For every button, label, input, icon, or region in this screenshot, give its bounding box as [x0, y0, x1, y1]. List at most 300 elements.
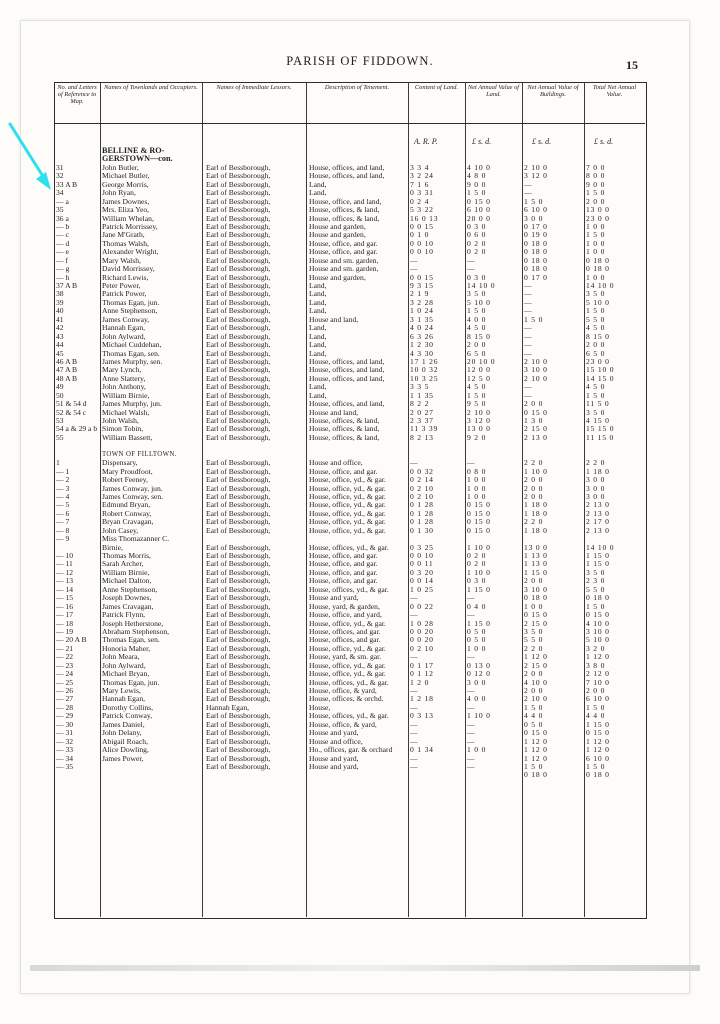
land-value-cell: 20 0 0: [467, 214, 491, 223]
ref-cell: — 15: [56, 594, 74, 603]
area-cell: —: [410, 737, 419, 746]
ref-cell: — 11: [56, 560, 73, 569]
ref-cell: — c: [56, 231, 69, 240]
land-value-cell: —: [467, 754, 476, 763]
occupier-cell: Abigail Roach,: [102, 737, 148, 746]
buildings-value-cell: 2 2 0: [524, 518, 544, 527]
units-area: A. R. P.: [414, 137, 438, 146]
occupier-cell: Michael Walsh,: [102, 408, 150, 417]
area-cell: 0 2 10: [410, 492, 434, 501]
total-value-cell: 15 15 0: [586, 425, 615, 434]
land-value-cell: —: [467, 459, 476, 468]
total-value-cell: 14 10 0: [586, 282, 615, 290]
occupier-cell: William Birnie,: [102, 391, 150, 400]
lessor-cell: Earl of Bessborough,: [206, 163, 271, 172]
land-value-cell: 1 5 0: [467, 307, 487, 316]
area-cell: 17 1 26: [410, 357, 439, 366]
ref-cell: 50: [56, 391, 64, 400]
area-cell: 2 1 9: [410, 290, 430, 299]
area-cell: 11 3 39: [410, 425, 439, 434]
buildings-value-cell: 0 19 0: [524, 231, 548, 240]
total-value-cell: 23 0 0: [586, 357, 610, 366]
buildings-value-cell: —: [524, 349, 533, 358]
occupier-cell: Edmund Bryan,: [102, 501, 151, 510]
buildings-value-cell: —: [524, 290, 533, 299]
lessor-cell: Earl of Bessborough,: [206, 433, 271, 442]
area-cell: 0 2 14: [410, 476, 434, 485]
buildings-value-cell: 0 18 0: [524, 771, 548, 780]
land-value-cell: 0 3 0: [467, 577, 487, 586]
buildings-value-cell: —: [524, 180, 533, 189]
area-cell: 0 3 31: [410, 189, 434, 198]
ref-cell: — g: [56, 265, 70, 274]
total-value-cell: 2 2 0: [586, 459, 606, 468]
occupier-cell: Anne Slattery,: [102, 374, 146, 383]
tenement-cell: House, office, and gar.: [309, 467, 378, 476]
occupier-cell: TOWN OF FILLTOWN.: [102, 450, 177, 458]
total-value-cell: 11 5 0: [586, 400, 610, 409]
occupier-cell: Joseph Downes,: [102, 594, 152, 603]
land-value-cell: 3 12 0: [467, 417, 491, 425]
buildings-value-cell: 1 18 0: [524, 509, 548, 518]
ref-cell: — 5: [56, 501, 70, 510]
scan-edge: [30, 965, 700, 971]
total-value-cell: 2 12 0: [586, 670, 610, 679]
ref-cell: — 3: [56, 484, 70, 493]
ref-cell: 44: [56, 341, 64, 350]
lessor-cell: Earl of Bessborough,: [206, 307, 271, 316]
tenement-cell: House and yard,: [309, 754, 359, 763]
area-cell: 0 0 22: [410, 602, 434, 611]
lessor-cell: Earl of Bessborough,: [206, 568, 271, 577]
area-cell: 1 0 25: [410, 585, 434, 594]
total-value-cell: 3 5 0: [586, 408, 606, 417]
buildings-value-cell: 1 13 0: [524, 552, 548, 560]
area-cell: 0 0 10: [410, 552, 434, 560]
buildings-value-cell: 1 12 0: [524, 754, 548, 763]
ref-cell: — b: [56, 222, 70, 231]
ref-cell: — 25: [56, 678, 74, 687]
ref-cell: — 33: [56, 746, 74, 755]
occupier-cell: John Anthony,: [102, 383, 146, 392]
total-value-cell: 2 13 0: [586, 501, 610, 510]
ref-cell: 39: [56, 298, 64, 307]
total-value-cell: 1 0 0: [586, 239, 606, 248]
lessor-cell: Earl of Bessborough,: [206, 712, 271, 721]
buildings-value-cell: 3 12 0: [524, 172, 548, 181]
land-value-cell: 4 0 0: [467, 695, 487, 704]
total-value-cell: 3 8 0: [586, 661, 606, 670]
lessor-cell: Earl of Bessborough,: [206, 501, 271, 510]
total-value-cell: 2 17 0: [586, 518, 610, 527]
occupier-cell: Abraham Stephenson,: [102, 627, 170, 636]
occupier-cell: Mary Lynch,: [102, 366, 142, 375]
total-value-cell: 13 0 0: [586, 206, 610, 215]
total-value-cell: 1 18 0: [586, 467, 610, 476]
ref-cell: — d: [56, 239, 70, 248]
occupier-cell: Patrick Power,: [102, 290, 147, 299]
land-value-cell: 4 0 0: [467, 315, 487, 324]
lessor-cell: Earl of Bessborough,: [206, 737, 271, 746]
area-cell: —: [410, 611, 419, 620]
total-value-cell: 2 0 0: [586, 341, 606, 350]
tenement-cell: House, office, and gar.: [309, 552, 378, 560]
lessor-cell: Earl of Bessborough,: [206, 298, 271, 307]
tenement-cell: Land,: [309, 383, 327, 392]
buildings-value-cell: 2 0 0: [524, 400, 544, 409]
tenement-cell: House, offices, yd., & gar.: [309, 585, 389, 594]
area-cell: 0 1 17: [410, 661, 434, 670]
land-value-cell: 0 3 0: [467, 222, 487, 231]
total-value-cell: 7 10 0: [586, 678, 610, 687]
occupier-cell: Thomas Egan, sen.: [102, 636, 160, 645]
buildings-value-cell: 4 10 0: [524, 678, 548, 687]
total-value-cell: 1 0 0: [586, 248, 606, 257]
total-value-cell: 1 5 0: [586, 391, 606, 400]
lessor-cell: Earl of Bessborough,: [206, 180, 271, 189]
land-value-cell: 0 15 0: [467, 526, 491, 535]
tenement-cell: Land,: [309, 298, 327, 307]
ref-cell: — 2: [56, 476, 70, 485]
land-value-cell: 0 15 0: [467, 501, 491, 510]
ref-cell: 31: [56, 163, 64, 172]
lessor-cell: Earl of Bessborough,: [206, 720, 271, 729]
area-cell: —: [410, 720, 419, 729]
ref-cell: 40: [56, 307, 64, 316]
total-value-cell: 0 18 0: [586, 265, 610, 274]
lessor-cell: Earl of Bessborough,: [206, 509, 271, 518]
occupier-cell: Anne Stephenson,: [102, 307, 158, 316]
buildings-value-cell: 0 18 0: [524, 256, 548, 265]
tenement-cell: House and office,: [309, 737, 363, 746]
area-cell: —: [410, 754, 419, 763]
occupier-cell: Simon Tobin,: [102, 425, 144, 434]
land-value-cell: 1 10 0: [467, 568, 491, 577]
header-land-value: Net Annual Value of Land.: [467, 84, 520, 98]
lessor-cell: Earl of Bessborough,: [206, 374, 271, 383]
occupier-cell: Jane M'Grath,: [102, 231, 145, 240]
lessor-cell: Earl of Bessborough,: [206, 349, 271, 358]
ref-cell: 43: [56, 332, 64, 341]
buildings-value-cell: 1 18 0: [524, 526, 548, 535]
ref-cell: — 28: [56, 703, 74, 712]
lessor-cell: Earl of Bessborough,: [206, 476, 271, 485]
tenement-cell: House and land,: [309, 408, 359, 417]
occupier-cell: GERSTOWN—con.: [102, 155, 173, 164]
lessor-cell: Earl of Bessborough,: [206, 526, 271, 535]
area-cell: 0 0 15: [410, 222, 434, 231]
total-value-cell: 4 15 0: [586, 417, 610, 425]
buildings-value-cell: 3 0 0: [524, 214, 544, 223]
ref-cell: — 16: [56, 602, 74, 611]
ref-cell: 42: [56, 324, 64, 333]
tenement-cell: House and yard,: [309, 762, 359, 771]
total-value-cell: 5 5 0: [586, 585, 606, 594]
area-cell: 3 2 24: [410, 172, 434, 181]
land-value-cell: 14 10 0: [467, 282, 496, 290]
units-buildings: £ s. d.: [532, 137, 552, 146]
land-value-cell: 0 2 0: [467, 248, 487, 257]
area-cell: 0 0 14: [410, 577, 434, 586]
ref-cell: — 35: [56, 762, 74, 771]
land-value-cell: 5 10 0: [467, 298, 491, 307]
total-value-cell: 2 0 0: [586, 197, 606, 206]
ref-cell: 32: [56, 172, 64, 181]
tenement-cell: House and garden,: [309, 273, 366, 282]
ref-cell: — 30: [56, 720, 74, 729]
buildings-value-cell: 1 5 0: [524, 197, 544, 206]
land-value-cell: 20 10 0: [467, 357, 496, 366]
tenement-cell: House, offices, and gar.: [309, 627, 381, 636]
land-value-cell: 0 2 0: [467, 552, 487, 560]
area-cell: 10 3 25: [410, 374, 439, 383]
lessor-cell: Earl of Bessborough,: [206, 661, 271, 670]
lessor-cell: Earl of Bessborough,: [206, 357, 271, 366]
occupier-cell: John Aylward,: [102, 332, 146, 341]
land-value-cell: —: [467, 720, 476, 729]
total-value-cell: 9 0 0: [586, 180, 606, 189]
ref-cell: 54 a & 29 a b: [56, 425, 98, 434]
buildings-value-cell: 0 18 0: [524, 239, 548, 248]
occupier-cell: Sarah Archer,: [102, 560, 144, 569]
total-value-cell: 1 5 0: [586, 307, 606, 316]
area-cell: 0 2 10: [410, 644, 434, 653]
ref-cell: — 17: [56, 611, 74, 620]
total-value-cell: 1 12 0: [586, 653, 610, 662]
land-value-cell: 4 5 0: [467, 324, 487, 333]
total-value-cell: 4 5 0: [586, 383, 606, 392]
occupier-cell: Thomas Egan, jun.: [102, 678, 160, 687]
lessor-cell: Earl of Bessborough,: [206, 256, 271, 265]
lessor-cell: Earl of Bessborough,: [206, 206, 271, 215]
occupier-cell: Michael Butler,: [102, 172, 150, 181]
land-value-cell: 12 5 0: [467, 374, 491, 383]
lessor-cell: Earl of Bessborough,: [206, 543, 271, 552]
lessor-cell: Earl of Bessborough,: [206, 644, 271, 653]
total-value-cell: 0 18 0: [586, 256, 610, 265]
area-cell: 8 2 2: [410, 400, 430, 409]
units-total: £ s. d.: [594, 137, 614, 146]
occupier-cell: Patrick Morrissey,: [102, 222, 158, 231]
total-value-cell: 1 0 0: [586, 273, 606, 282]
lessor-cell: Earl of Bessborough,: [206, 248, 271, 257]
area-cell: 2 0 27: [410, 408, 434, 417]
occupier-cell: Mary Walsh,: [102, 256, 141, 265]
tenement-cell: House and sm. garden,: [309, 265, 379, 274]
total-value-cell: 0 18 0: [586, 771, 610, 780]
land-value-cell: —: [467, 703, 476, 712]
land-value-cell: 6 10 0: [467, 206, 491, 215]
buildings-value-cell: 2 2 0: [524, 644, 544, 653]
buildings-value-cell: 2 13 0: [524, 433, 548, 442]
tenement-cell: Land,: [309, 391, 327, 400]
occupier-cell: Patrick Conway,: [102, 712, 153, 721]
page-number: 15: [626, 58, 638, 72]
area-cell: 1 2 0: [410, 678, 430, 687]
header-lessors: Names of Immediate Lessors.: [216, 84, 292, 91]
ref-cell: — 6: [56, 509, 70, 518]
land-value-cell: 2 10 0: [467, 408, 491, 417]
area-cell: 1 2 30: [410, 341, 434, 350]
buildings-value-cell: 1 10 0: [524, 467, 548, 476]
land-value-cell: 1 15 0: [467, 619, 491, 628]
buildings-value-cell: 0 18 0: [524, 594, 548, 603]
occupier-cell: James Murphy, sen.: [102, 357, 163, 366]
area-cell: —: [410, 729, 419, 738]
buildings-value-cell: 5 5 0: [524, 636, 544, 645]
ref-cell: — e: [56, 248, 69, 257]
land-value-cell: 0 5 0: [467, 636, 487, 645]
lessor-cell: Earl of Bessborough,: [206, 577, 271, 586]
ref-cell: 55: [56, 433, 64, 442]
land-value-cell: 4 10 0: [467, 163, 491, 172]
area-cell: 9 3 15: [410, 282, 434, 290]
lessor-cell: Earl of Bessborough,: [206, 290, 271, 299]
land-value-cell: 1 5 0: [467, 189, 487, 198]
land-value-cell: —: [467, 611, 476, 620]
buildings-value-cell: 0 15 0: [524, 729, 548, 738]
ref-cell: — 12: [56, 568, 74, 577]
lessor-cell: Earl of Bessborough,: [206, 189, 271, 198]
land-value-cell: —: [467, 737, 476, 746]
units-land: £ s. d.: [472, 137, 492, 146]
tenement-cell: House, office, yd., & gar.: [309, 484, 386, 493]
occupier-cell: BELLINE & RO-: [102, 147, 165, 155]
total-value-cell: 14 10 0: [586, 543, 615, 552]
area-cell: —: [410, 265, 419, 274]
area-cell: —: [410, 687, 419, 695]
occupier-cell: Richard Lewis,: [102, 273, 149, 282]
buildings-value-cell: 1 12 0: [524, 653, 548, 662]
buildings-value-cell: —: [524, 282, 533, 290]
land-value-cell: 9 5 0: [467, 400, 487, 409]
area-cell: 0 1 30: [410, 526, 434, 535]
header-total-value: Total Net Annual Value.: [592, 84, 637, 98]
land-value-cell: 1 15 0: [467, 585, 491, 594]
total-value-cell: 5 10 0: [586, 298, 610, 307]
occupier-cell: John Walsh,: [102, 417, 139, 425]
lessor-cell: Earl of Bessborough,: [206, 341, 271, 350]
ref-cell: — 31: [56, 729, 74, 738]
occupier-cell: Joseph Hetherstone,: [102, 619, 164, 628]
area-cell: 5 3 22: [410, 206, 434, 215]
tenement-cell: House, offices, & land,: [309, 206, 380, 215]
header-content: Content of Land.: [414, 84, 459, 91]
ref-cell: 38: [56, 290, 64, 299]
buildings-value-cell: 1 0 0: [524, 602, 544, 611]
land-value-cell: 1 10 0: [467, 543, 491, 552]
ref-cell: 34: [56, 189, 64, 198]
tenement-cell: Ho., offices, gar. & orchard: [309, 746, 393, 755]
tenement-cell: House, offices, & land,: [309, 425, 380, 434]
lessor-cell: Hannah Egan,: [206, 703, 250, 712]
buildings-value-cell: 4 4 0: [524, 712, 544, 721]
total-value-cell: 7 0 0: [586, 163, 606, 172]
buildings-value-cell: 1 12 0: [524, 737, 548, 746]
ref-cell: — f: [56, 256, 69, 265]
ref-cell: 47 A B: [56, 366, 78, 375]
occupier-cell: William Whelan,: [102, 214, 154, 223]
tenement-cell: Land,: [309, 189, 327, 198]
buildings-value-cell: 0 17 0: [524, 222, 548, 231]
ref-cell: — 23: [56, 661, 74, 670]
occupier-cell: Hannah Egan,: [102, 324, 146, 333]
buildings-value-cell: 2 10 0: [524, 374, 548, 383]
total-value-cell: 3 0 0: [586, 476, 606, 485]
ref-cell: 41: [56, 315, 64, 324]
tenement-cell: Land,: [309, 282, 327, 290]
occupier-cell: Birnie,: [102, 543, 123, 552]
tenement-cell: Land,: [309, 341, 327, 350]
total-value-cell: 1 15 0: [586, 720, 610, 729]
lessor-cell: Earl of Bessborough,: [206, 611, 271, 620]
land-value-cell: —: [467, 653, 476, 662]
area-cell: 0 2 4: [410, 197, 430, 206]
tenement-cell: House and yard,: [309, 729, 359, 738]
occupier-cell: Michael Cuddehan,: [102, 341, 162, 350]
buildings-value-cell: —: [524, 298, 533, 307]
area-cell: 0 0 10: [410, 239, 434, 248]
tenement-cell: House and sm. garden,: [309, 256, 379, 265]
area-cell: —: [410, 762, 419, 771]
buildings-value-cell: 0 5 0: [524, 720, 544, 729]
occupier-cell: John Butler,: [102, 163, 139, 172]
ref-cell: 1: [56, 459, 60, 468]
lessor-cell: Earl of Bessborough,: [206, 383, 271, 392]
land-value-cell: 0 12 0: [467, 670, 491, 679]
area-cell: 0 3 25: [410, 543, 434, 552]
land-value-cell: 1 0 0: [467, 484, 487, 493]
lessor-cell: Earl of Bessborough,: [206, 282, 271, 290]
buildings-value-cell: 2 10 0: [524, 163, 548, 172]
area-cell: 1 0 24: [410, 307, 434, 316]
area-cell: 0 1 28: [410, 509, 434, 518]
occupier-cell: James Conway, jun.: [102, 484, 163, 493]
total-value-cell: 3 10 0: [586, 627, 610, 636]
occupier-cell: George Morris,: [102, 180, 149, 189]
area-cell: 3 3 4: [410, 163, 430, 172]
lessor-cell: Earl of Bessborough,: [206, 729, 271, 738]
buildings-value-cell: —: [524, 341, 533, 350]
occupier-cell: Robert Conway,: [102, 509, 152, 518]
land-value-cell: —: [467, 256, 476, 265]
total-value-cell: 1 5 0: [586, 602, 606, 611]
area-cell: 8 2 13: [410, 433, 434, 442]
total-value-cell: 2 13 0: [586, 509, 610, 518]
lessor-cell: Earl of Bessborough,: [206, 408, 271, 417]
lessor-cell: Earl of Bessborough,: [206, 636, 271, 645]
total-value-cell: 8 0 0: [586, 172, 606, 181]
tenement-cell: House, office, yd., & gar.: [309, 619, 386, 628]
land-value-cell: 0 15 0: [467, 509, 491, 518]
tenement-cell: House, office, yd., & gar.: [309, 476, 386, 485]
lessor-cell: Earl of Bessborough,: [206, 678, 271, 687]
tenement-cell: Land,: [309, 290, 327, 299]
buildings-value-cell: 2 0 0: [524, 577, 544, 586]
buildings-value-cell: —: [524, 189, 533, 198]
lessor-cell: Earl of Bessborough,: [206, 425, 271, 434]
ref-cell: — 1: [56, 467, 70, 476]
lessor-cell: Earl of Bessborough,: [206, 273, 271, 282]
total-value-cell: 3 2 0: [586, 644, 606, 653]
ref-cell: 52 & 54 c: [56, 408, 87, 417]
header-buildings-value: Net Annual Value of Buildings.: [527, 84, 579, 98]
ref-cell: 35: [56, 206, 64, 215]
ref-cell: — 10: [56, 552, 74, 560]
buildings-value-cell: 1 13 0: [524, 560, 548, 569]
land-value-cell: —: [467, 265, 476, 274]
buildings-value-cell: 3 10 0: [524, 366, 548, 375]
